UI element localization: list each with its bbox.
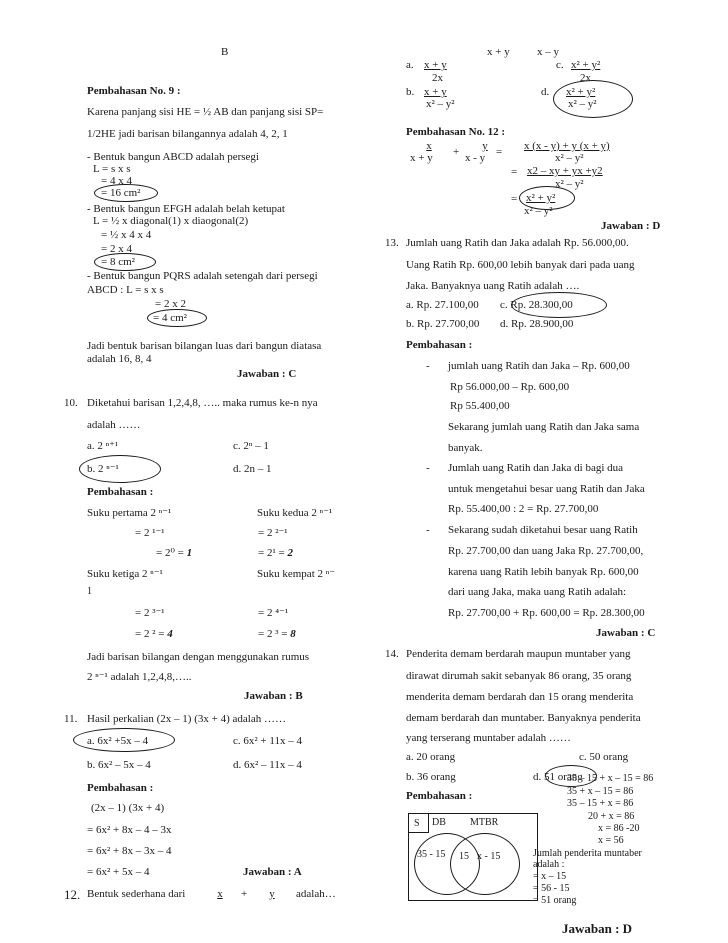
bullet-dash: - [426,524,430,536]
question-number: 13. [385,237,399,249]
option-a: a. 6x² +5x – 4 [87,735,149,747]
q11-work: (2x – 1) (3x + 4) [91,802,165,814]
answer-circle [553,80,633,118]
option-b-den: x² – y² [426,98,455,110]
p9-line: - Bentuk bangun ABCD adalah persegi [87,151,259,163]
question-number: 12. [64,887,81,902]
option-a: a. 2 ⁿ⁺¹ [87,440,119,452]
venn-s-label: S [414,818,420,829]
option-c: c. 50 orang [579,751,629,763]
answer-circle [79,455,161,483]
p12-work: y [482,140,488,152]
q13-work: Rp. 55.400,00 : 2 = Rp. 27.700,00 [448,503,599,515]
q10-work: = 2 ² = [135,628,165,640]
q12-fraction-x: x [217,888,223,900]
q13-work: untuk mengetahui besar uang Ratih dan Jaka [448,483,645,495]
q14-text: menderita demam berdarah dan 15 orang menderita [406,691,634,703]
q13-work: Sekarang sudah diketahui besar uang Ratih [448,524,638,536]
p12-work: x [426,140,432,152]
q14-conclusion: Jumlah penderita muntaber [533,848,642,859]
option-d: d. 51 orang [533,771,583,783]
q14-conclusion: = 51 orang [533,895,577,906]
pembahasan-label: Pembahasan : [406,339,473,351]
p12-eq: = [496,146,503,158]
q12-text: Bentuk sederhana dari [87,888,186,900]
p12-work: x (x - y) + y (x + y) [524,140,610,152]
q10-conclusion: Jadi barisan bilangan dengan menggunakan rumus [87,651,310,663]
q10-work: = 2⁰ = [156,547,184,559]
answer-9: Jawaban : C [237,368,297,380]
option-a: a. [406,59,414,71]
question-number: 14. [385,648,399,660]
option-b: b. Rp. 27.700,00 [406,318,480,330]
venn-region-right: x - 15 [477,851,501,862]
p9-line: = 4 cm² [153,312,187,324]
p12-work: x² – y² [524,205,553,217]
venn-mtbr-label: MTBR [470,817,499,828]
q13-work: dari uang Jaka, maka uang Ratih adalah: [448,586,627,598]
p9-line: ABCD : L = s x s [87,284,164,296]
q13-text: Uang Ratih Rp. 600,00 lebih banyak dari pada uang [406,259,635,271]
p9-line: = 2 x 4 [101,243,132,255]
p9-line: - Bentuk bangun PQRS adalah setengah dari persegi [87,270,318,282]
q13-work: Rp 56.000,00 – Rp. 600,00 [450,381,570,393]
q10-work: Suku pertama 2 ⁿ⁻¹ [87,507,172,519]
bullet-dash: - [426,360,430,372]
q10-work: = 2 ⁴⁻¹ [258,607,289,619]
question-number: 10. [64,397,78,409]
answer-10: Jawaban : B [244,690,303,702]
answer-circle [511,292,607,318]
p12-work: x² + y² [526,192,556,204]
top-letter: B [221,46,229,58]
q10-work: = 2 ²⁻¹ [258,527,288,539]
venn-circle-mtbr [450,833,520,895]
venn-region-middle: 15 [459,851,469,862]
q11-text: Hasil perkalian (2x – 1) (3x + 4) adalah …… [87,713,286,725]
q14-conclusion: = x – 15 [533,871,567,882]
q10-work: = 2 ¹⁻¹ [135,527,165,539]
q14-equation: 35 – 15 + x – 15 = 86 [567,773,654,784]
option-d: d. 6x² – 11x – 4 [233,759,302,771]
q14-equation: 35 + x – 15 = 86 [567,786,634,797]
q13-text: Jumlah uang Ratih dan Jaka adalah Rp. 56.000,00. [406,237,629,249]
p9-line: = 4 x 4 [101,175,132,187]
option-c: c. 2ⁿ – 1 [233,440,269,452]
p9-line: Jadi bentuk barisan bilangan luas dari bangun diatasa [87,340,322,352]
pembahasan-label: Pembahasan : [406,790,473,802]
q10-work: Suku kempat 2 ⁿ⁻ [257,568,336,580]
q13-work: karena uang Ratih lebih banyak Rp. 600,00 [448,566,639,578]
option-c: c. 6x² + 11x – 4 [233,735,302,747]
q10-work: 1 [87,586,92,597]
answer-circle [94,184,158,202]
p12-work: x + y [410,152,433,164]
pembahasan-label: Pembahasan : [87,486,154,498]
q13-text: Jaka. Banyaknya uang Ratih adalah …. [406,280,580,292]
q14-text: demam berdarah dan muntaber. Banyaknya penderita [406,712,641,724]
q14-text: yang terserang muntaber adalah …… [406,732,571,744]
q14-equation: x = 86 -20 [598,823,640,834]
q14-text: Penderita demam berdarah maupun muntaber yang [406,648,631,660]
q10-result: 2 [287,547,293,559]
q12-denominator: x + y [487,46,510,58]
q13-work: Rp. 27.700,00 + Rp. 600,00 = Rp. 28.300,00 [448,607,645,619]
q14-text: dirawat dirumah sakit sebanyak 86 orang, 35 orang [406,670,632,682]
q12-denominator: x – y [537,46,559,58]
q14-conclusion: = 56 - 15 [533,883,570,894]
p12-work: + [453,146,460,158]
bullet-dash: - [426,462,430,474]
q14-equation: x = 56 [598,835,624,846]
q10-result: 8 [290,628,296,640]
option-d: d. [541,86,550,98]
q13-work: Jumlah uang Ratih dan Jaka di bagi dua [448,462,624,474]
answer-circle [519,186,575,210]
p12-work: x - y [465,152,486,164]
pembahasan-label: Pembahasan : [87,782,154,794]
q10-result: 4 [167,628,173,640]
option-c-num: x² + y² [571,59,601,71]
answer-11: Jawaban : A [243,866,302,878]
p12-eq: = [511,166,518,178]
q10-work: Suku kedua 2 ⁿ⁻¹ [257,507,333,519]
p12-work: x² – y² [555,178,584,190]
q13-work: banyak. [448,442,483,454]
q12-plus: + [241,888,248,900]
option-a-den: 2x [432,72,443,84]
p9-line: = ½ x 4 x 4 [101,229,152,241]
p9-line: L = s x s [93,163,131,175]
option-b: b. 6x² – 5x – 4 [87,759,151,771]
q10-text: Diketahui barisan 1,2,4,8, ….. maka rumus ke-n nya [87,397,318,409]
p9-line: = 2 x 2 [155,298,186,310]
p9-line: = 16 cm² [101,187,141,199]
q10-work: = 2 ³ = [258,628,288,640]
q11-work: = 6x² + 8x – 4 – 3x [87,824,172,836]
option-d-num: x² + y² [566,86,596,98]
option-b: b. 36 orang [406,771,456,783]
option-a: a. Rp. 27.100,00 [406,299,479,311]
option-c: c. [556,59,564,71]
p12-work: x2 – xy + yx +y2 [527,165,603,177]
answer-circle [94,253,156,271]
option-b: b. 2 ⁿ⁻¹ [87,463,119,475]
p9-line: L = ½ x diagonal(1) x diaogonal(2) [93,215,249,227]
q13-work: Rp 55.400,00 [450,400,510,412]
answer-circle [73,728,175,752]
q14-equation: 20 + x = 86 [588,811,635,822]
q12-text: adalah… [296,888,336,900]
p9-line: adalah 16, 8, 4 [87,353,152,365]
q11-work: = 6x² + 8x – 3x – 4 [87,845,172,857]
p12-work: x² – y² [555,152,584,164]
p9-line: - Bentuk bangun EFGH adalah belah ketupat [87,203,285,215]
q13-work: Rp. 27.700,00 dan uang Jaka Rp. 27.700,00, [448,545,644,557]
q13-work: Sekarang jumlah uang Ratih dan Jaka sama [448,421,640,433]
q10-work: Suku ketiga 2 ⁿ⁻¹ [87,568,163,580]
option-b: b. [406,86,415,98]
p9-line: 1/2HE jadi barisan bilangannya adalah 4, 2, 1 [87,128,288,140]
q10-conclusion: 2 ⁿ⁻¹ adalah 1,2,4,8,….. [87,671,192,683]
question-number: 11. [64,713,78,725]
pembahasan-9-title: Pembahasan No. 9 : [87,85,181,97]
p12-eq: = [511,193,518,205]
q13-work: jumlah uang Ratih dan Jaka – Rp. 600,00 [448,360,630,372]
venn-region-left: 35 - 15 [417,849,446,860]
answer-14: Jawaban : D [562,921,633,936]
q11-work: = 6x² + 5x – 4 [87,866,150,878]
p9-line: Karena panjang sisi HE = ½ AB dan panjang sisi SP= [87,106,324,118]
option-a: a. 20 orang [406,751,456,763]
option-a-num: x + y [424,59,447,71]
answer-13: Jawaban : C [596,627,656,639]
option-c: c. Rp. 28.300,00 [500,299,573,311]
q14-conclusion: adalah : [533,859,565,870]
venn-db-label: DB [432,817,446,828]
pembahasan-12-title: Pembahasan No. 12 : [406,126,506,138]
q12-fraction-y: y [269,888,275,900]
answer-circle [147,309,207,327]
option-b-num: x + y [424,86,447,98]
q10-result: 1 [186,547,193,559]
q10-work: = 2¹ = [258,547,285,559]
q10-work: = 2 ³⁻¹ [135,607,165,619]
option-c-den: 2x [580,72,591,84]
option-d-den: x² – y² [568,98,597,110]
q10-text: adalah …… [87,419,141,431]
option-d: d. Rp. 28.900,00 [500,318,574,330]
answer-12: Jawaban : D [601,220,661,232]
p9-line: = 8 cm² [101,256,135,268]
q14-equation: 35 – 15 + x = 86 [567,798,634,809]
option-d: d. 2n – 1 [233,463,272,475]
